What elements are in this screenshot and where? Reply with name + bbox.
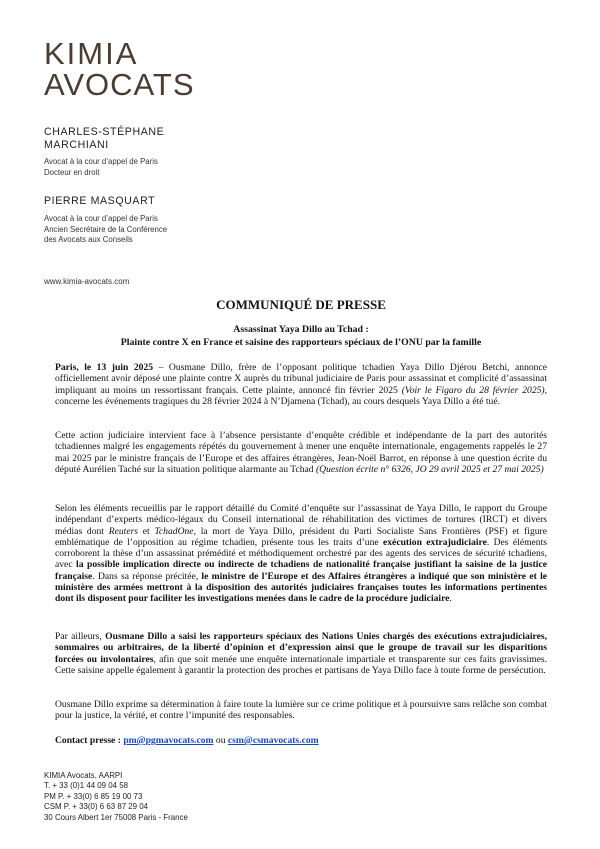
emphasis: exécution extrajudiciaire xyxy=(383,536,487,548)
paragraph-3 xyxy=(55,503,547,605)
lawyer-2-title: Ancien Secrétaire de la Conférence xyxy=(44,224,168,234)
media-name: TchadOne xyxy=(154,525,194,537)
text: – Ousmane Dillo, frère de l’opposant politique tchadien Yaya Dillo Djérou Betchi, annonce officiellement avoir déposé une plainte contre X auprès du tribunal judiciaire de Paris pour assassinat et complicité d’assassinat impliquant au moins un ressortissant français. Cette plainte, annoncé fin février 2025 xyxy=(55,362,547,396)
contact-label: Contact presse : xyxy=(55,735,124,746)
website-link[interactable]: www.kimia-avocats.com xyxy=(44,277,130,286)
text: Cette action judiciaire intervient face à l’absence persistante d’enquête crédible et indépendante de la part des autorités tchadiennes malgré les engagements répétés du gouvernement à mener une enquête internationale, engagements rappelés le 27 mai 2025 par le ministre français de l’Europe et des affaires étrangères, Jean-Noël Barrot, en réponse à une question écrite du député Aurélien Taché sur la situation politique alarmante au Tchad xyxy=(55,430,547,475)
footer-phone-csm: CSM P. + 33(0) 6 63 87 29 04 xyxy=(44,802,149,812)
reference: (Voir le Figaro du 28 février 2025) xyxy=(401,384,545,396)
text: . Dans sa réponse précitée, xyxy=(92,570,202,582)
text: . xyxy=(449,593,452,605)
subtitle-line2: Plainte contre X en France et saisine des rapporteurs spéciaux de l’ONU par la famille xyxy=(120,336,482,348)
emphasis: Ousmane Dillo a saisi les rapporteurs spéciaux des Nations Unies chargés des exécutions extrajudiciaires, sommaires ou arbitraires, de la liberté d’opinion et d’expression ainsi que le groupe de travail sur les disparitions forcées ou involontaires xyxy=(55,631,547,665)
paragraph-2 xyxy=(55,430,547,475)
lawyer-1-name-line1: CHARLES-STÉPHANE xyxy=(44,126,165,138)
logo-avocats: AVOCATS xyxy=(44,67,195,102)
press-contact xyxy=(55,735,547,746)
dateline: Paris, le 13 juin 2025 xyxy=(55,362,154,373)
footer-address: 30 Cours Albert 1er 75008 Paris - France xyxy=(44,812,188,822)
lawyer-1-name-line2: MARCHIANI xyxy=(44,139,109,151)
text: Par ailleurs, xyxy=(55,631,106,642)
text: , afin que soit menée une enquête internationale impartiale et transparente sur ces faits gravissimes. Cette saisine appelle également à garantir la protection des proches et partisans de Yaya Dillo face à toute forme de persécution. xyxy=(55,653,548,676)
email-link-csm[interactable]: csm@csmavocats.com xyxy=(227,735,319,746)
paragraph-1 xyxy=(55,362,547,407)
text: Selon les éléments recueillis par le rapport détaillé du Comité d’enquête sur l’assassinat de Yaya Dillo, le rapport du Groupe indépendant d’experts médico-légaux du Conseil international de réhabilitation des victimes de tortures (IRCT) et divers médias dont xyxy=(55,503,547,537)
footer-firm: KIMIA Avocats, AARPI xyxy=(44,771,123,780)
emphasis: le ministre de l’Europe et des Affaires étrangères a indiqué que son ministère et le ministère des armées mettront à la disposition des autorités judiciaires françaises toutes les informations pertinentes dont ils disposent pour faciliter les investigations menées dans le cadre de la procédure judiciaire xyxy=(55,570,547,605)
footer-phone: T. + 33 (0)1 44 09 04 58 xyxy=(44,781,129,791)
email-link-pm[interactable]: pm@pgmavocats.com xyxy=(123,735,214,746)
lawyer-1-title: Avocat à la cour d’appel de Paris xyxy=(44,157,158,166)
text: . Des éléments corroborent la thèse d’un assassinat prémédité et méthodiquement orchestré par des agents des services de sécurité tchadiens, avec xyxy=(55,536,547,571)
text: , la mort de Yaya Dillo, président du Parti Socialiste Sans Frontières (PSF) et figure emblématique de l’opposition au régime tchadien, présente tous les traits d’une xyxy=(55,525,547,548)
lawyer-2-title: Avocat à la cour d’appel de Paris xyxy=(44,214,158,223)
text: , concerne les événements tragiques du 28 février 2024 à N’Djamena (Tchad), au cours desquels Yaya Dillo a été tué. xyxy=(55,384,548,407)
emphasis: la possible implication directe ou indirecte de tchadiens de nationalité française justifiant la saisine de la justice française xyxy=(55,559,547,582)
lawyer-2-title: des Avocats aux Conseils xyxy=(44,235,133,244)
paragraph-4 xyxy=(55,631,547,676)
lawyer-1-title: Docteur en droit xyxy=(44,167,100,177)
logo-kimia: KIMIA xyxy=(44,36,139,71)
media-name: Reuters xyxy=(108,525,139,537)
footer-phone-pm: PM P. + 33(0) 6 85 19 00 73 xyxy=(44,791,143,801)
footer xyxy=(44,771,188,823)
text: et xyxy=(138,525,155,537)
subtitle-line1: Assassinat Yaya Dillo au Tchad : xyxy=(233,324,369,335)
paragraph-5: Ousmane Dillo exprime sa détermination à faire toute la lumière sur ce crime politique et à poursuivre sans relâche son combat pour la justice, la vérité, et contre l’impunité des responsables. xyxy=(55,699,547,722)
contact-separator: ou xyxy=(213,735,228,746)
reference: (Question écrite n° 6326, JO 29 avril 2025 et 27 mai 2025) xyxy=(315,463,544,475)
lawyer-2-name: PIERRE MASQUART xyxy=(44,195,156,207)
page-title: COMMUNIQUÉ DE PRESSE xyxy=(216,297,386,312)
